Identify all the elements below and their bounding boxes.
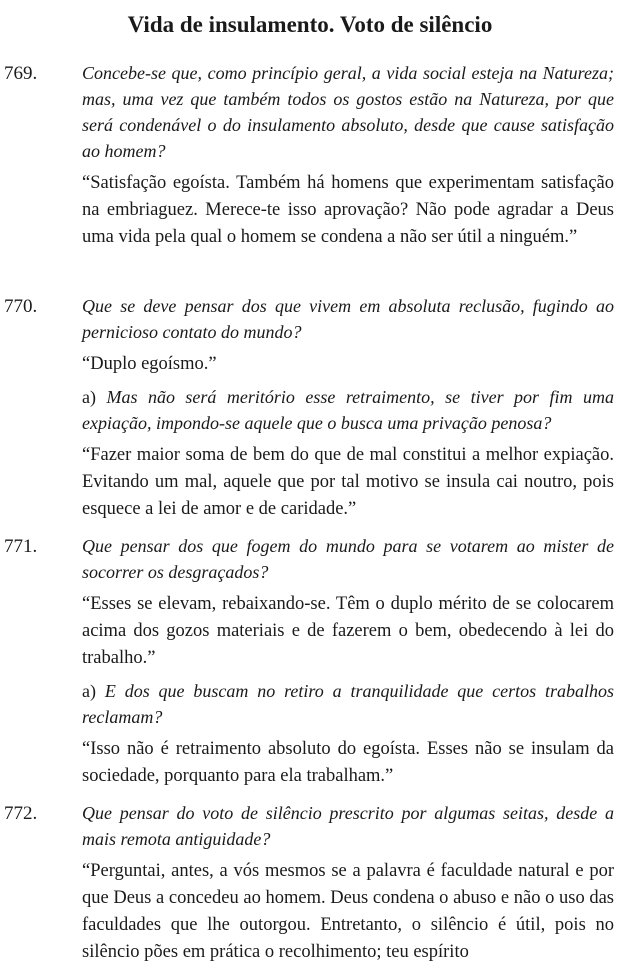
- sub-question-text: E dos que buscam no retiro a tranquilidade que certos trabalhos reclamam?: [82, 681, 615, 727]
- sub-answer-text: “Fazer maior soma de bem do que de mal constitui a melhor expiação. Evitando um mal, aquele que por tal motivo se insula cai noutro, pois esquece a lei de amor e de caridade.”: [82, 445, 614, 519]
- sub-question: [82, 384, 614, 436]
- sub-question-marker: a): [82, 681, 96, 701]
- answer-text: “Esses se elevam, rebaixando-se. Têm o duplo mérito de se colocarem acima dos gozos materiais e de fazerem o bem, obedecendo à lei do trabalho.”: [82, 594, 614, 668]
- sub-question-text: Mas não será meritório esse retraimento, se tiver por fim uma expiação, impondo-se aquele que o busca uma privação penosa?: [82, 387, 615, 433]
- question-text: Que se deve pensar dos que vivem em absoluta reclusão, fugindo ao pernicioso contato do mundo?: [82, 296, 614, 342]
- question-text: Concebe-se que, como princípio geral, a vida social esteja na Natureza; mas, uma vez que também todos os gostos estão na Natureza, por que será condenável o do insulamento absoluto, desde que cause satisfação ao homem?: [82, 63, 614, 161]
- sub-question-marker: a): [82, 387, 96, 407]
- answer-text: “Duplo egoísmo.”: [82, 354, 217, 374]
- question-number: 771.: [4, 536, 38, 557]
- sub-answer-text: “Isso não é retraimento absoluto do egoísta. Esses não se insulam da sociedade, porquanto para ela trabalham.”: [82, 739, 614, 786]
- question-text: Que pensar do voto de silêncio prescrito por algumas seitas, desde a mais remota antiguidade?: [82, 803, 614, 849]
- sub-question: [82, 678, 614, 730]
- section-title: Vida de insulamento. Voto de silêncio: [127, 12, 493, 37]
- question-text: Que pensar dos que fogem do mundo para se votarem ao mister de socorrer os desgraçados?: [82, 536, 614, 582]
- question-number: 772.: [4, 803, 38, 824]
- answer-text: “Perguntai, antes, a vós mesmos se a palavra é faculdade natural e por que Deus a concedeu ao homem. Deus condena o abuso e não o uso das faculdades que lhe outorgou. Entretanto, o silêncio é útil, pois no silêncio pões em prática o recolhimento; teu espírito: [82, 861, 614, 962]
- question-number: 769.: [4, 63, 38, 84]
- answer-text: “Satisfação egoísta. Também há homens que experimentam satisfação na embriaguez. Merece-te isso aprovação? Não pode agradar a Deus uma vida pela qual o homem se condena a não ser útil a ninguém.”: [82, 173, 614, 247]
- question-number: 770.: [4, 296, 38, 317]
